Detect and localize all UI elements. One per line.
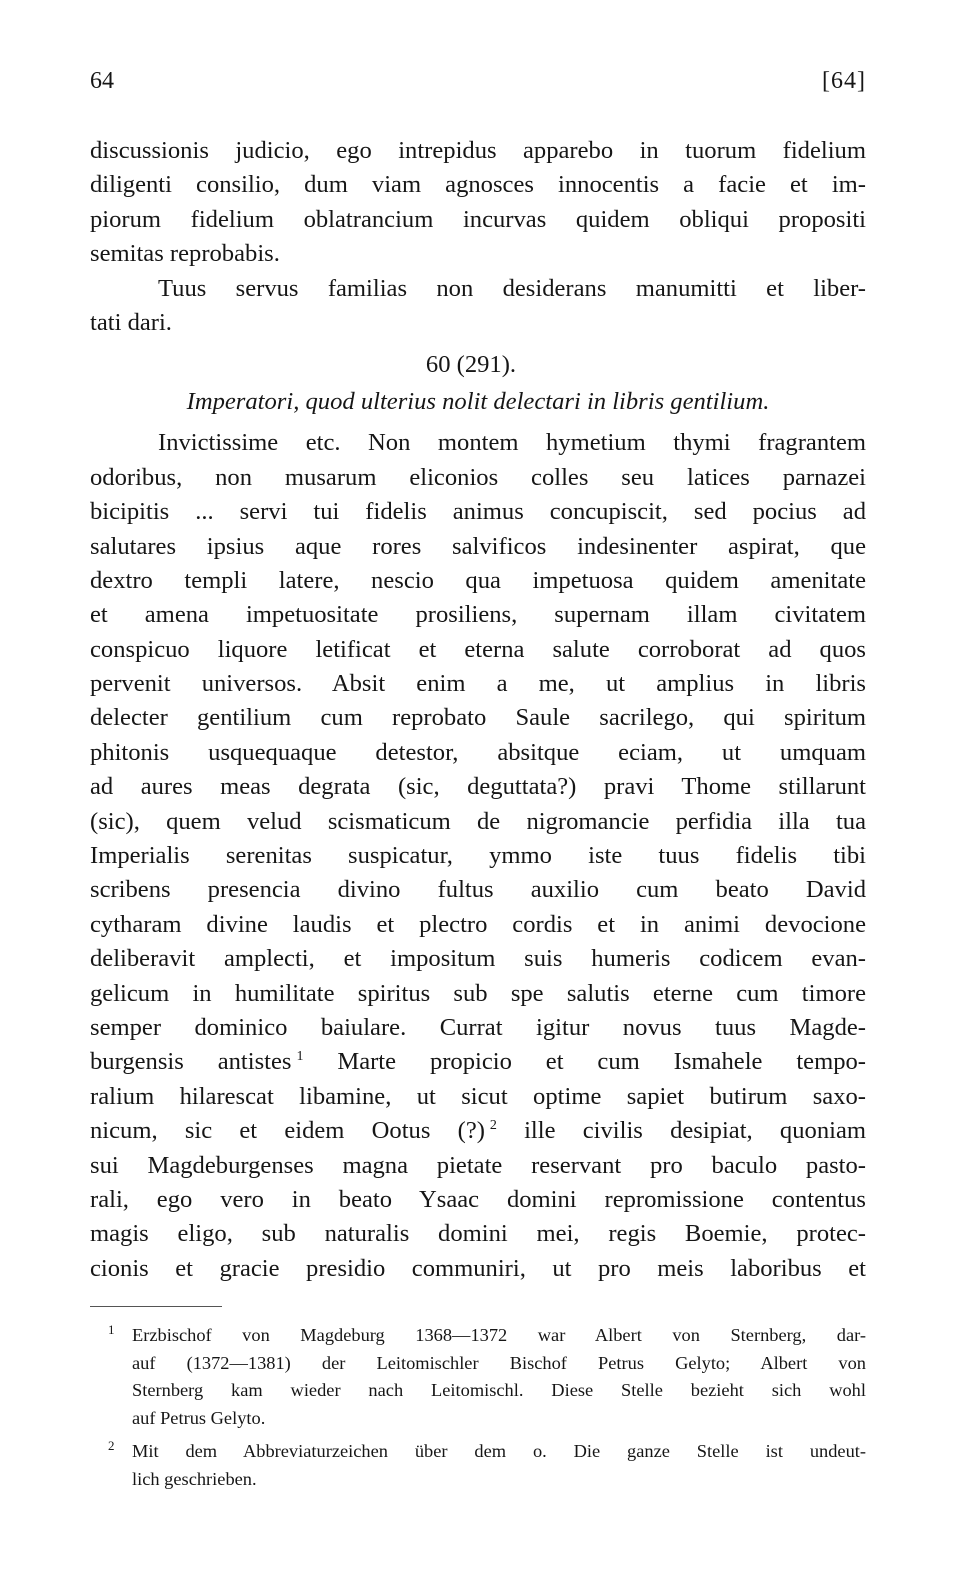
text-line: ralium hilarescat libamine, ut sicut optime sapiet butirum saxo- — [90, 1082, 866, 1110]
closing-paragraph — [90, 272, 866, 341]
text-line: phitonis usquequaque detestor, absitque eciam, ut umquam — [90, 738, 866, 766]
footnote-line: auf Petrus Gelyto. — [132, 1407, 266, 1428]
text-line: semitas reprobabis. — [90, 240, 280, 268]
text-line: delecter gentilium cum reprobato Saule sacrilego, qui spiritum — [90, 704, 866, 732]
text-line: discussionis judicio, ego intrepidus apparebo in tuorum fidelium — [90, 137, 866, 164]
text-line: Invictissime etc. Non montem hymetium thymi fragrantem — [158, 429, 866, 457]
text-fragment: nicum, sic et eidem Ootus (?) — [90, 1117, 485, 1145]
text-line: pervenit universos. Absit enim a me, ut amplius in libris — [90, 670, 866, 698]
text-line: Imperialis serenitas suspicatur, ymmo iste tuus fidelis tibi — [90, 842, 866, 870]
text-line: sui Magdeburgenses magna pietate reservant pro baculo pasto- — [90, 1151, 866, 1179]
text-line: semper dominico baiulare. Currat igitur novus tuus Magde- — [90, 1013, 866, 1041]
footnote-1: 1 Erzbischof von Magdeburg 1368—1372 war Albert von Sternberg, dar- auf (1372—1381) der Leitomischler Bischof Petrus Gelyto; Albert von Sternberg kam wieder nach Leitomischl. Diese Stelle bezieht sich wohl auf Petrus Gelyto. — [108, 1322, 866, 1432]
text-line: cionis et gracie presidio communiri, ut pro meis laboribus et — [90, 1254, 866, 1282]
text-line: scribens presencia divino fultus auxilio cum beato David — [90, 876, 866, 904]
text-line: tati dari. — [90, 308, 172, 336]
footnote-divider — [90, 1306, 222, 1307]
letter-body — [90, 426, 866, 1286]
footnote-ref-2[interactable]: 2 — [489, 1118, 497, 1134]
text-fragment: ille civilis desipiat, quoniam — [496, 1117, 866, 1145]
text-line: piorum fidelium oblatrancium incurvas quidem obliqui propositi — [90, 205, 866, 233]
text-line: diligenti consilio, dum viam agnosces innocentis a facie et im- — [90, 171, 866, 199]
page-number: 64 — [90, 68, 114, 94]
text-line: deliberavit amplecti, et impositum suis humeris codicem evan- — [90, 945, 866, 973]
letter-number: 60 (291). — [425, 351, 517, 379]
main-text — [90, 134, 866, 1286]
text-line-with-footnote-ref — [90, 1114, 866, 1148]
text-line: rali, ego vero in beato Ysaac domini repromissione contentus — [90, 1185, 866, 1213]
text-line: cytharam divine laudis et plectro cordis et in animi devocione — [90, 910, 866, 938]
footnote-ref-1[interactable]: 1 — [296, 1049, 304, 1065]
text-line: dextro templi latere, nescio qua impetuosa quidem amenitate — [90, 566, 866, 594]
text-line: bicipitis ... servi tui fidelis animus concupiscit, sed pocius ad — [90, 498, 866, 526]
footnotes — [108, 1322, 866, 1493]
text-line: odoribus, non musarum eliconios colles seu latices parnazei — [90, 463, 866, 491]
page-number-bracketed: [64] — [822, 68, 866, 94]
text-line-with-footnote-ref — [90, 1045, 866, 1079]
footnote-line: lich geschrieben. — [132, 1468, 257, 1489]
text-line: et amena impetuositate prosiliens, supernam illam civitatem — [90, 601, 866, 629]
text-line: magis eligo, sub naturalis domini mei, regis Boemie, protec- — [90, 1220, 866, 1248]
text-line: Tuus servus familias non desiderans manumitti et liber- — [158, 274, 866, 302]
footnote-line: Sternberg kam wieder nach Leitomischl. Diese Stelle bezieht sich wohl — [132, 1380, 866, 1400]
footnote-line: Mit dem Abbreviaturzeichen über dem o. Die ganze Stelle ist undeut- — [132, 1441, 866, 1461]
intro-paragraph — [90, 134, 866, 272]
letter-title: Imperatori, quod ulterius nolit delectari in libris gentilium. — [186, 388, 770, 416]
text-line: gelicum in humilitate spiritus sub spe salutis eterne cum timore — [90, 979, 866, 1007]
text-line: conspicuo liquore letificat et eterna salute corroborat ad quos — [90, 635, 866, 663]
text-line: (sic), quem velud scismaticum de nigromancie perfidia illa tua — [90, 807, 866, 835]
text-fragment: Marte propicio et cum Ismahele tempo- — [303, 1048, 866, 1076]
text-line: ad aures meas degrata (sic, deguttata?) pravi Thome stillarunt — [90, 773, 866, 801]
footnote-line: Erzbischof von Magdeburg 1368—1372 war Albert von Sternberg, dar- — [132, 1325, 866, 1345]
text-fragment: burgensis antistes — [90, 1048, 292, 1076]
running-header — [90, 68, 866, 104]
footnote-line: auf (1372—1381) der Leitomischler Bischof Petrus Gelyto; Albert von — [132, 1352, 866, 1373]
text-line: salutares ipsius aque rores salvificos indesinenter aspirat, que — [90, 532, 866, 560]
footnote-2: 2 Mit dem Abbreviaturzeichen über dem o. Die ganze Stelle ist undeut- lich geschrieben. — [108, 1438, 866, 1493]
